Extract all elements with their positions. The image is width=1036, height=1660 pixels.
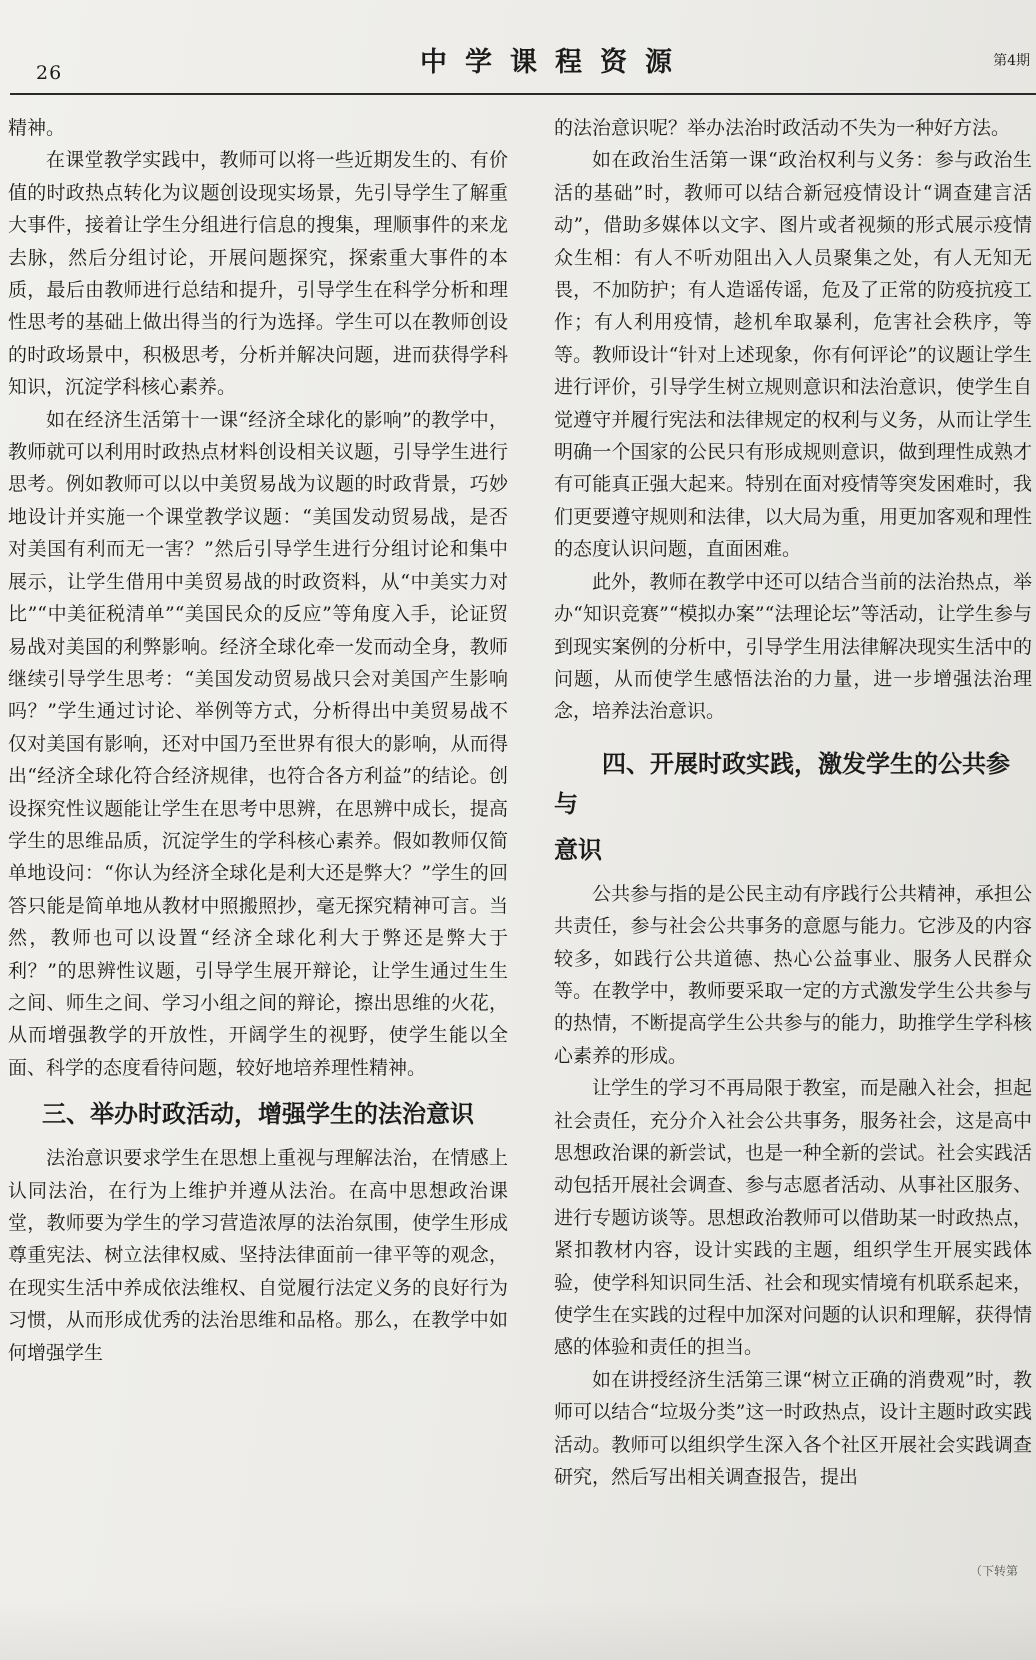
section-heading-3: 三、举办时政活动，增强学生的法治意识 [42, 1100, 474, 1129]
page-number: 26 [36, 62, 63, 84]
issue-label: 第4期 [993, 53, 1030, 69]
paragraph: 的法治意识呢？举办法治时政活动不失为一种好方法。 [554, 117, 1011, 139]
continuation-note: （下转第 [969, 1564, 1018, 1578]
right-column [554, 112, 1032, 1493]
section-heading-4-continued: 意识 [554, 835, 602, 864]
section-heading-4: 四、开展时政实践，激发学生的公共参与 [554, 749, 1010, 818]
paragraph: 让学生的学习不再局限于教室，而是融入社会，担起社会责任，充分介入社会公共事务，服务社会，这是高中思想政治课的新尝试，也是一种全新的尝试。社会实践活动包括开展社会调查、参与志愿者活动、从事社区服务、进行专题访谈等。思想政治教师可以借助某一时政热点，紧扣教材内容，设计实践的主题，组织学生开展实践体验，使学科知识同生活、社会和现实情境有机联系起来，使学生在实践的过程中加深对问题的认识和理解，获得情感的体验和责任的担当。 [554, 1077, 1032, 1359]
page-header [0, 0, 1036, 90]
paragraph: 如在讲授经济生活第三课“树立正确的消费观”时，教师可以结合“垃圾分类”这一时政热点，设计主题时政实践活动。教师可以组织学生深入各个社区开展社会实践调查研究，然后写出相关调查报告，提出 [554, 1368, 1032, 1489]
paragraph: 如在经济生活第十一课“经济全球化的影响”的教学中，教师就可以利用时政热点材料创设相关议题，引导学生进行思考。例如教师可以以中美贸易战为议题的时政背景，巧妙地设计并实施一个课堂教学议题：“美国发动贸易战，是否对美国有利而无一害？”然后引导学生进行分组讨论和集中展示，让学生借用中美贸易战的时政资料，从“中美实力对比”“中美征税清单”“美国民众的反应”等角度入手，论证贸易战对美国的利弊影响。经济全球化牵一发而动全身，教师继续引导学生思考：“美国发动贸易战只会对美国产生影响吗？”学生通过讨论、举例等方式，分析得出中美贸易战不仅对美国有影响，还对中国乃至世界有很大的影响，从而得出“经济全球化符合经济规律，也符合各方利益”的结论。创设探究性议题能让学生在思考中思辨，在思辨中成长，提高学生的思维品质，沉淀学生的学科核心素养。假如教师仅简单地设问：“你认为经济全球化是利大还是弊大？”学生的回答只能是简单地从教材中照搬照抄，毫无探究精神可言。当然，教师也可以设置“经济全球化利大于弊还是弊大于利？”的思辨性议题，引导学生展开辩论，让学生通过生生之间、师生之间、学习小组之间的辩论，擦出思维的火花，从而增强教学的开放性，开阔学生的视野，使学生能以全面、科学的态度看待问题，较好地培养理性精神。 [8, 408, 508, 1079]
paragraph: 公共参与指的是公民主动有序践行公共精神，承担公共责任，参与社会公共事务的意愿与能力。它涉及的内容较多，如践行公共道德、热心公益事业、服务人民群众等。在教学中，教师要采取一定的方式激发学生公共参与的热情，不断提高学生公共参与的能力，助推学生学科核心素养的形成。 [554, 882, 1032, 1067]
header-rule [10, 93, 1036, 95]
left-column [8, 112, 508, 1369]
paragraph: 如在政治生活第一课“政治权利与义务：参与政治生活的基础”时，教师可以结合新冠疫情设计“调查建言活动”，借助多媒体以文字、图片或者视频的形式展示疫情众生相：有人不听劝阻出入人员聚集之处，有人无知无畏，不加防护；有人造谣传谣，危及了正常的防疫抗疫工作；有人利用疫情，趁机牟取暴利，危害社会秩序，等等。教师设计“针对上述现象，你有何评论”的议题让学生进行评价，引导学生树立规则意识和法治意识，使学生自觉遵守并履行宪法和法律规定的权利与义务，从而让学生明确一个国家的公民只有形成规则意识，做到理性成熟才有可能真正强大起来。特别在面对疫情等突发困难时，我们更要遵守规则和法律，以大局为重，用更加客观和理性的态度认识问题，直面困难。 [554, 149, 1032, 561]
paragraph: 法治意识要求学生在思想上重视与理解法治，在情感上认同法治，在行为上维护并遵从法治。在高中思想政治课堂，教师要为学生的学习营造浓厚的法治氛围，使学生形成尊重宪法、树立法律权威、坚持法律面前一律平等的观念，在现实生活中养成依法维权、自觉履行法定义务的良好行为习惯，从而形成优秀的法治思维和品格。那么，在教学中如何增强学生 [8, 1147, 508, 1364]
paragraph: 在课堂教学实践中，教师可以将一些近期发生的、有价值的时政热点转化为议题创设现实场景，先引导学生了解重大事件，接着让学生分组进行信息的搜集，理顺事件的来龙去脉，然后分组讨论，开展问题探究，探索重大事件的本质，最后由教师进行总结和提升，引导学生在科学分析和理性思考的基础上做出得当的行为选择。学生可以在教师创设的时政场景中，积极思考，分析并解决问题，进而获得学科知识，沉淀学科核心素养。 [8, 149, 508, 399]
paragraph: 精神。 [8, 117, 66, 139]
paragraph: 此外，教师在教学中还可以结合当前的法治热点，举办“知识竞赛”“模拟办案”“法理论坛”等活动，让学生参与到现实案例的分析中，引导学生用法律解决现实生活中的问题，从而使学生感悟法治的力量，进一步增强法治理念，培养法治意识。 [554, 570, 1032, 723]
page-shadow [0, 1600, 1036, 1660]
journal-name: 中学课程资源 [420, 47, 690, 78]
